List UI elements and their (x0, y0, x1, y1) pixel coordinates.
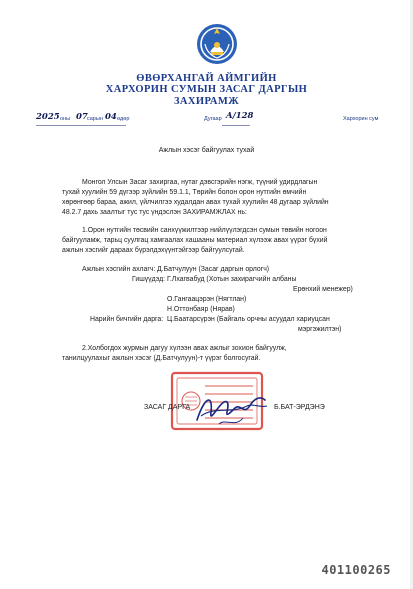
para3-line: танилцуулахыг ажлын хэсэг (Д.Батчулуун)-т үүрэг болгосугай. (62, 355, 261, 362)
para1-line: хөрөнгөөр бараа, ажил, үйлчилгээ худалдан авах тухай хуулийн 48 дугаар зүйлийн (62, 199, 329, 206)
state-emblem-icon (195, 22, 239, 66)
date-month: 07 (76, 112, 88, 122)
lead-value: Д.Батчулуун (Засаг даргын орлогч) (157, 266, 270, 273)
date-year-suffix: оны (60, 116, 71, 122)
number-underline (222, 125, 250, 126)
handwritten-signature (191, 388, 271, 432)
date-month-suffix: сарын (87, 116, 103, 122)
number-label: Дугаар (204, 116, 222, 122)
date-day-suffix: өдөр (117, 116, 130, 122)
date-year: 2025 (36, 112, 60, 122)
lead-label: Ажлын хэсгийн ахлагч: (82, 266, 156, 273)
para1-line: Монгол Улсын Засаг захиргаа, нутаг дэвсгэрийн нэгж, түүний удирдлагын (82, 179, 318, 186)
place-name: Хархорин сум (343, 116, 379, 122)
para1-line: 48.2.7 дахь заалтыг тус тус үндэслэн ЗАХИРАМЖЛАХ нь: (62, 209, 247, 216)
signatory-name: Б.БАТ-ЭРДЭНЭ (274, 404, 325, 411)
para3-line: 2.Холбогдох журмын дагуу хүлээн авах ажлыг зохион байгуулж, (82, 345, 287, 352)
para1-line: тухай хуулийн 59 дүгээр зүйлийн 59.1.1, Төрийн болон орон нутгийн өмчийн (62, 189, 307, 196)
member-1: Г.Лхагвабуд (Хотын захирагчийн албаны (167, 276, 297, 283)
para2-line: ажлын хэсгийг дараах бүрэлдэхүүнтэйгээр байгуулсугай. (62, 247, 245, 254)
member-1-continued: Ерөнхий менежер) (293, 286, 353, 293)
document-type: ЗАХИРАМЖ (173, 96, 240, 107)
secretary-label: Нарийн бичгийн дарга: (90, 316, 164, 323)
signatory-title: ЗАСАГ ДАРГА (144, 404, 191, 411)
para2-line: байгууламж, тарьц суулгац хамгаалах хашааны материал хүлээж авах үүрэг бүхий (62, 237, 328, 244)
decree-title: Ажлын хэсэг байгуулах тухай (158, 147, 255, 154)
member-3: Н.Оттонбаяр (Нярав) (167, 306, 235, 313)
date-day: 04 (105, 112, 117, 122)
document-serial-number: 401100265 (321, 563, 391, 577)
org-name-line1: ӨВӨРХАНГАЙ АЙМГИЙН (136, 73, 277, 84)
org-name-line2: ХАРХОРИН СУМЫН ЗАСАГ ДАРГЫН (105, 84, 308, 95)
members-label: Гишүүдэд: (132, 276, 166, 283)
date-underline (36, 125, 126, 126)
decree-number: A/128 (226, 111, 254, 121)
para2-line: 1.Орон нутгийн төсвийн санхүүжилтээр нийлүүлэгдсэн сумын төвийн ногоон (82, 227, 327, 234)
secretary-continued: мэргэжилтэн) (298, 326, 342, 333)
secretary-value: Ц.Баатарсүрэн (Байгаль орчны асуудал хариуцсан (167, 316, 330, 323)
member-2: О.Гангаацэрэн (Нягтлан) (167, 296, 247, 303)
